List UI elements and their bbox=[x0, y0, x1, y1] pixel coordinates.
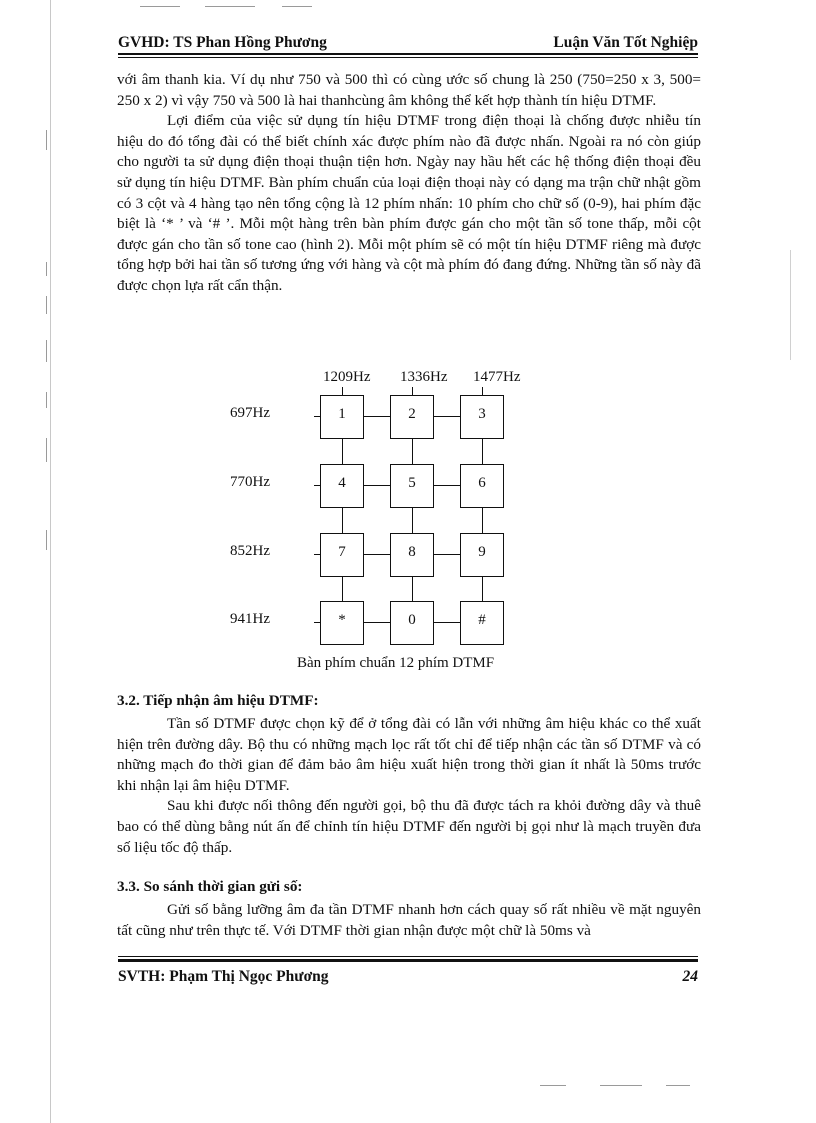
key-0: 0 bbox=[390, 601, 434, 645]
section-heading: 3.3. So sánh thời gian gửi số: bbox=[117, 878, 303, 895]
scan-mark bbox=[540, 1085, 566, 1086]
footer-rule bbox=[118, 956, 698, 957]
dtmf-keypad-figure bbox=[230, 368, 540, 668]
key-7: 7 bbox=[320, 533, 364, 577]
figure-caption: Bàn phím chuẩn 12 phím DTMF bbox=[297, 655, 495, 671]
column-frequency-label: 1209Hz bbox=[323, 369, 371, 385]
paragraph: Tần số DTMF được chọn kỹ để ở tổng đài có lẫn với những âm hiệu khác co thể xuất hiện trên đường dây. Bộ thu có những mạch lọc rất tốt chỉ để tiếp nhận các tần số DTMF và có những mạch đo thời gian để đảm bảo âm hiệu xuất hiện trong thời gian ít nhất là 50ms trước khi nhận lại âm hiệu DTMF. bbox=[117, 715, 701, 794]
column-frequency-label: 1336Hz bbox=[400, 369, 448, 385]
footer-student: SVTH: Phạm Thị Ngọc Phương bbox=[118, 968, 329, 985]
scan-mark bbox=[46, 340, 47, 362]
row-frequency-label: 770Hz bbox=[230, 474, 270, 490]
scan-mark bbox=[46, 262, 47, 276]
intro-text bbox=[117, 70, 701, 297]
header-rule bbox=[118, 57, 698, 58]
scan-mark bbox=[600, 1085, 642, 1086]
paragraph: với âm thanh kia. Ví dụ như 750 và 500 thì có cùng ước số chung là 250 (750=250 x 3, 500= 250 x 2) vì vậy 750 và 500 là hai thanhcùng âm không thể kết hợp thành tín hiệu DTMF. bbox=[117, 71, 701, 109]
key-8: 8 bbox=[390, 533, 434, 577]
row-frequency-label: 852Hz bbox=[230, 543, 270, 559]
scan-mark bbox=[46, 438, 47, 462]
section-heading: 3.2. Tiếp nhận âm hiệu DTMF: bbox=[117, 692, 319, 709]
key-hash: # bbox=[460, 601, 504, 645]
key-1: 1 bbox=[320, 395, 364, 439]
scan-mark bbox=[140, 6, 180, 7]
scan-mark bbox=[205, 6, 255, 7]
row-frequency-label: 941Hz bbox=[230, 611, 270, 627]
key-3: 3 bbox=[460, 395, 504, 439]
paragraph: Sau khi được nối thông đến người gọi, bộ thu đã được tách ra khỏi đường dây và thuê bao có thể dùng bằng nút ấn để chỉnh tín hiệu DTMF đến người bị gọi như là mạch truyền đưa số liệu tốc độ thấp. bbox=[117, 797, 701, 856]
page-footer bbox=[118, 968, 698, 990]
row-frequency-label: 697Hz bbox=[230, 405, 270, 421]
scan-mark bbox=[46, 530, 47, 550]
key-star: * bbox=[320, 601, 364, 645]
key-9: 9 bbox=[460, 533, 504, 577]
paragraph: Lợi điểm của việc sử dụng tín hiệu DTMF trong điện thoại là chống được nhiễu tín hiệu do đó tổng đài có thể biết chính xác được phím nào đã được nhấn. Ngoài ra nó còn giúp cho người ta sử dụng điện thoại thuận tiện hơn. Ngày nay hầu hết các hệ thống điện thoại đều sử dụng tín hiệu DTMF. Bàn phím chuẩn của loại điện thoại này có dạng ma trận chữ nhật gồm có 3 cột và 4 hàng tạo nên tổng cộng là 12 phím nhấn: 10 phím cho chữ số (0-9), hai phím đặc biệt là ‘* ’ và ‘# ’. Mỗi một hàng trên bàn phím được gán cho một tần số tone thấp, mỗi cột được gán cho tần số tone cao (hình 2). Mỗi một phím sẽ có một tín hiệu DTMF riêng mà được tổng hợp bởi hai tần số tương ứng với hàng và cột mà phím đó đang đứng. Những tần số này đã được chọn lựa rất cẩn thận. bbox=[117, 112, 701, 294]
scan-mark bbox=[282, 6, 312, 7]
scan-mark bbox=[46, 392, 47, 408]
header-thesis-title: Luận Văn Tốt Nghiệp bbox=[553, 34, 698, 51]
key-2: 2 bbox=[390, 395, 434, 439]
key-5: 5 bbox=[390, 464, 434, 508]
header-advisor: GVHD: TS Phan Hồng Phương bbox=[118, 34, 327, 51]
page-number: 24 bbox=[682, 968, 698, 985]
footer-rule bbox=[118, 959, 698, 962]
section-3-2-text bbox=[117, 714, 701, 858]
key-6: 6 bbox=[460, 464, 504, 508]
scan-mark bbox=[46, 296, 47, 314]
scan-mark bbox=[666, 1085, 690, 1086]
paragraph: Gửi số bằng lưỡng âm đa tần DTMF nhanh hơn cách quay số rất nhiều về mặt nguyên tất cũng như trên thực tế. Với DTMF thời gian nhận được một chữ là 50ms và bbox=[117, 901, 701, 939]
column-frequency-label: 1477Hz bbox=[473, 369, 521, 385]
scan-margin-line bbox=[50, 0, 51, 1123]
key-4: 4 bbox=[320, 464, 364, 508]
scan-mark bbox=[46, 130, 47, 150]
page-header bbox=[118, 32, 698, 54]
header-rule bbox=[118, 53, 698, 55]
section-3-3-text bbox=[117, 900, 701, 941]
scan-mark bbox=[790, 250, 791, 360]
